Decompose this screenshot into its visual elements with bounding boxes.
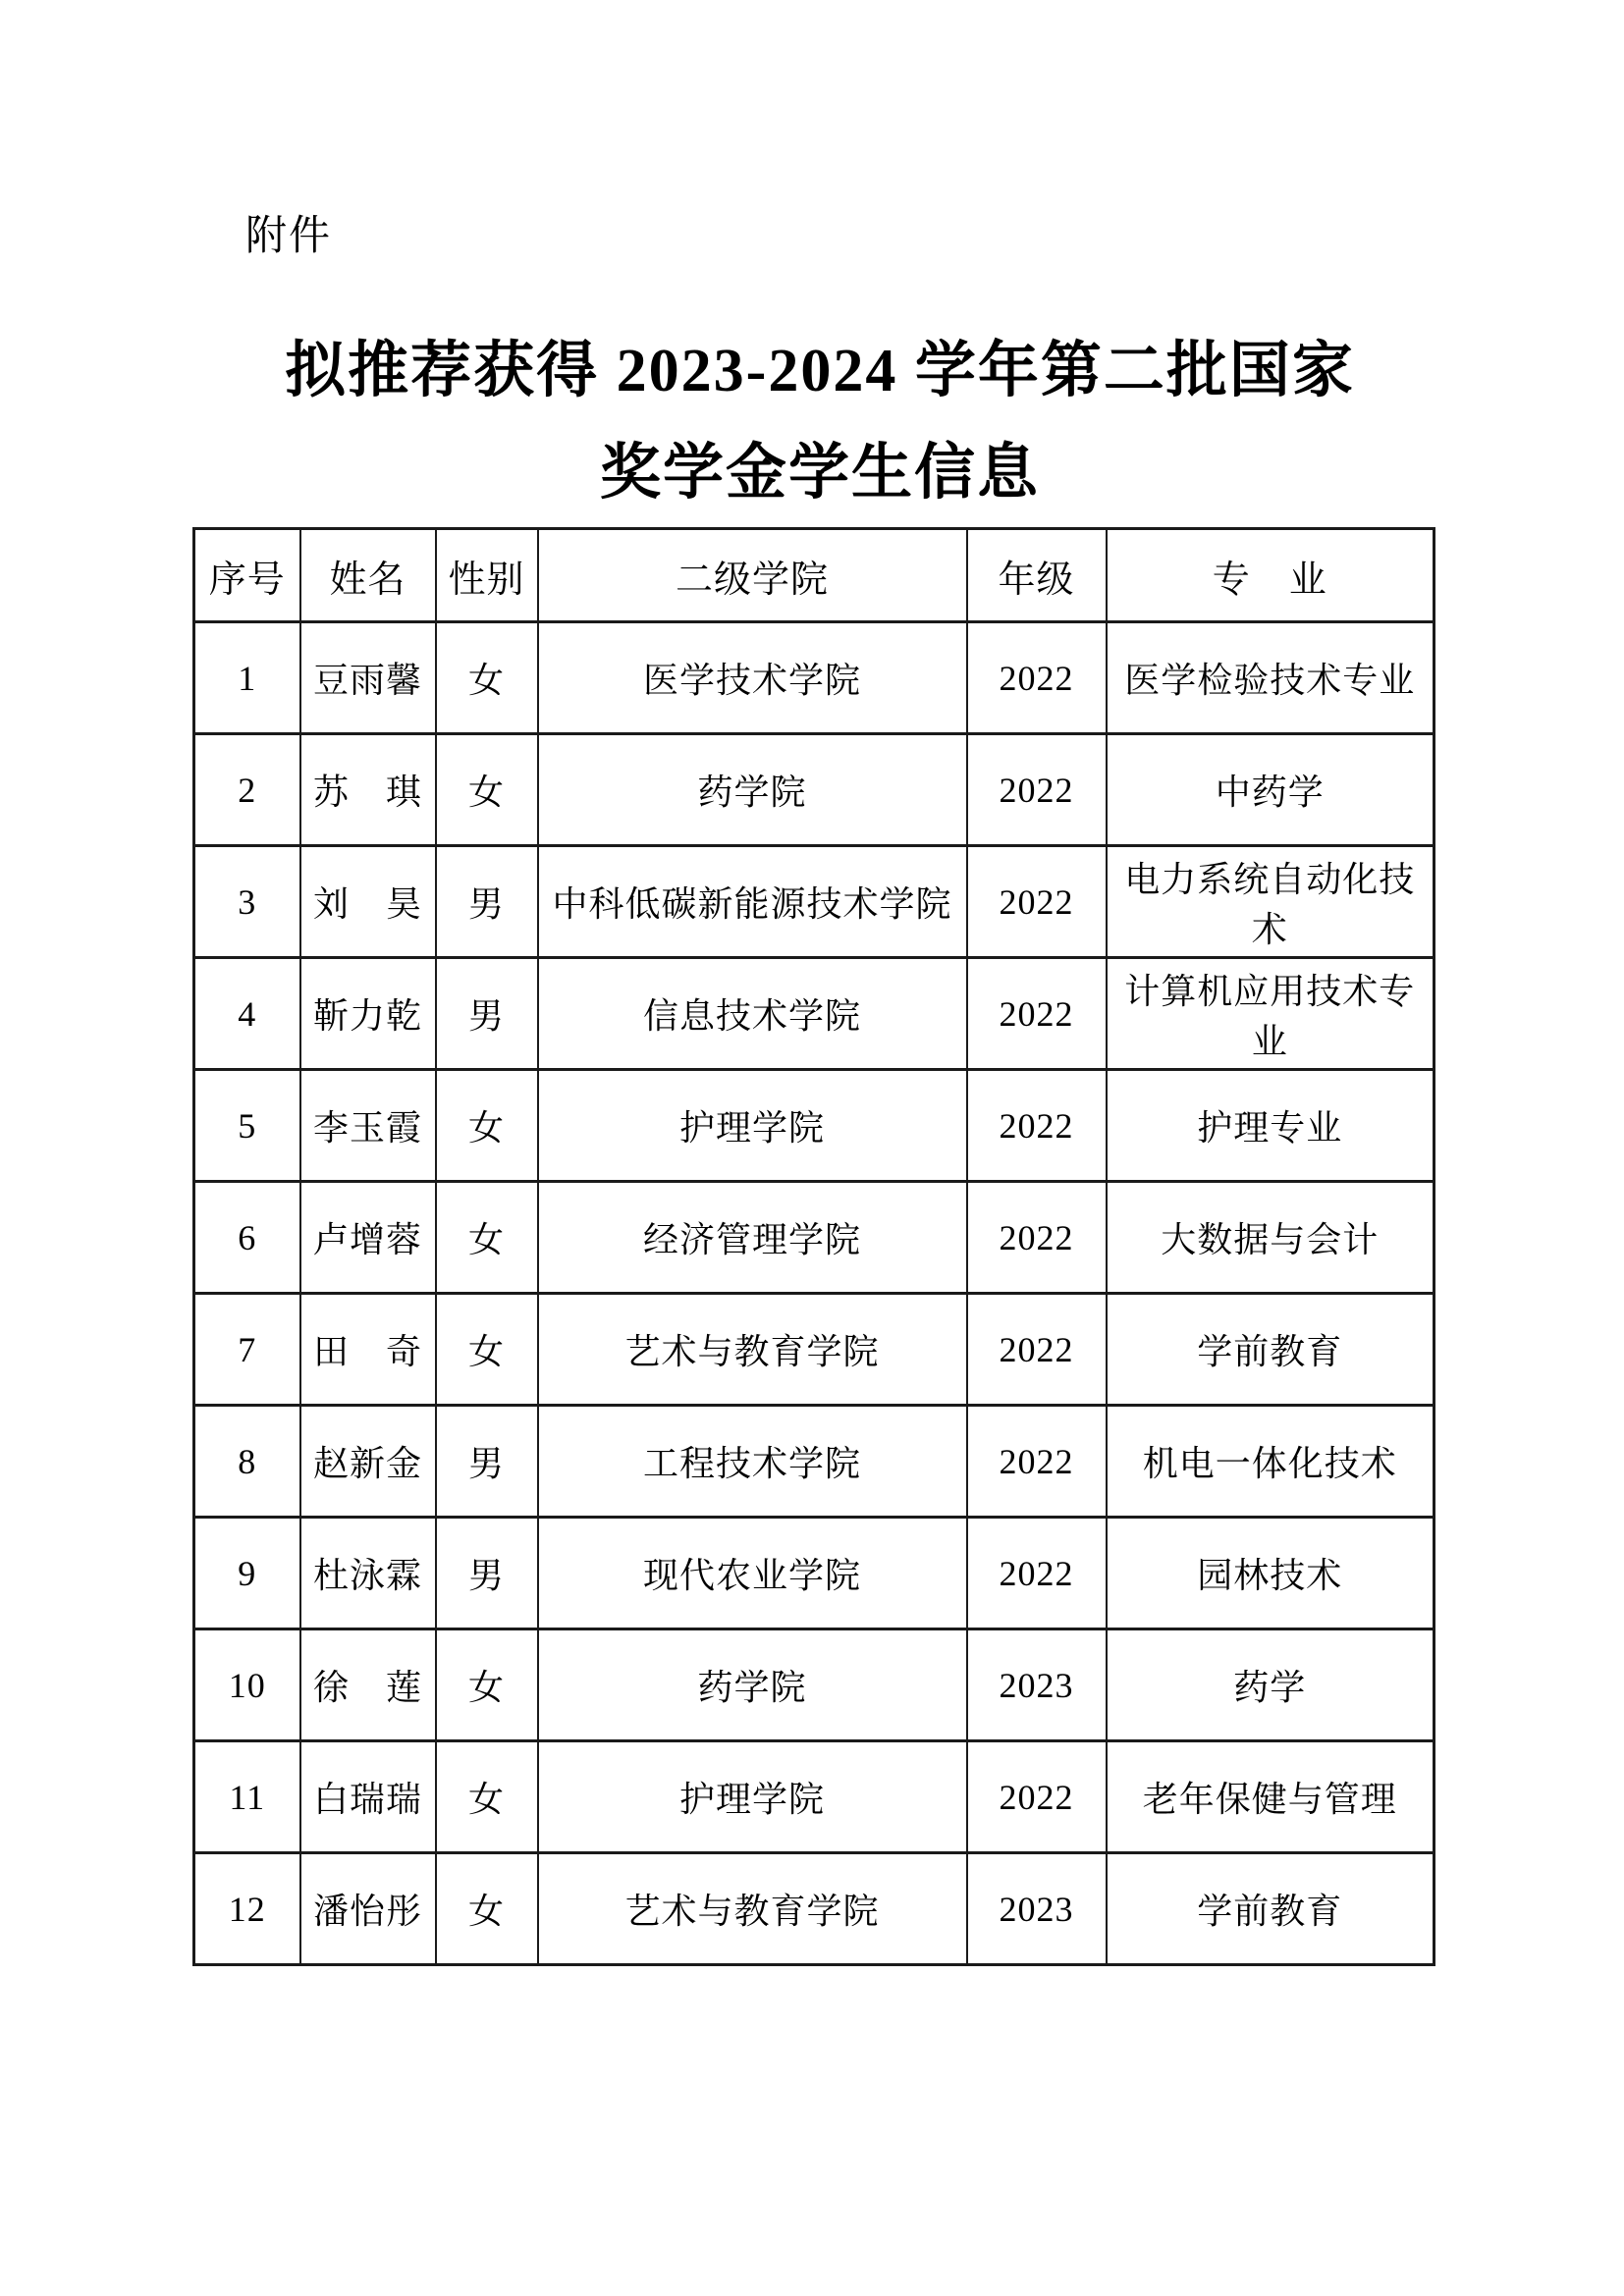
table-row bbox=[194, 1070, 1435, 1182]
cell-index: 2 bbox=[194, 734, 300, 846]
cell-grade: 2022 bbox=[967, 1741, 1107, 1853]
header-cell-index: 序号 bbox=[194, 529, 300, 622]
cell-name: 赵新金 bbox=[300, 1406, 436, 1518]
cell-college: 信息技术学院 bbox=[538, 958, 967, 1070]
cell-index: 7 bbox=[194, 1294, 300, 1406]
cell-gender: 女 bbox=[436, 1070, 538, 1182]
table-row bbox=[194, 1853, 1435, 1965]
table-header-row bbox=[194, 529, 1435, 622]
cell-major: 学前教育 bbox=[1107, 1294, 1435, 1406]
cell-name: 靳力乾 bbox=[300, 958, 436, 1070]
cell-name: 杜泳霖 bbox=[300, 1518, 436, 1629]
cell-college: 中科低碳新能源技术学院 bbox=[538, 846, 967, 958]
cell-college: 药学院 bbox=[538, 1629, 967, 1741]
cell-gender: 女 bbox=[436, 1294, 538, 1406]
cell-gender: 女 bbox=[436, 1741, 538, 1853]
cell-name: 李玉霞 bbox=[300, 1070, 436, 1182]
cell-major: 学前教育 bbox=[1107, 1853, 1435, 1965]
cell-grade: 2022 bbox=[967, 1406, 1107, 1518]
cell-name: 苏 琪 bbox=[300, 734, 436, 846]
cell-name: 田 奇 bbox=[300, 1294, 436, 1406]
cell-college: 药学院 bbox=[538, 734, 967, 846]
cell-college: 现代农业学院 bbox=[538, 1518, 967, 1629]
cell-grade: 2022 bbox=[967, 734, 1107, 846]
cell-major: 药学 bbox=[1107, 1629, 1435, 1741]
cell-index: 10 bbox=[194, 1629, 300, 1741]
cell-index: 11 bbox=[194, 1741, 300, 1853]
cell-gender: 男 bbox=[436, 1518, 538, 1629]
cell-index: 6 bbox=[194, 1182, 300, 1294]
table-row bbox=[194, 958, 1435, 1070]
cell-major: 机电一体化技术 bbox=[1107, 1406, 1435, 1518]
cell-major: 大数据与会计 bbox=[1107, 1182, 1435, 1294]
cell-name: 卢增蓉 bbox=[300, 1182, 436, 1294]
cell-index: 3 bbox=[194, 846, 300, 958]
cell-name: 豆雨馨 bbox=[300, 622, 436, 734]
cell-grade: 2022 bbox=[967, 1518, 1107, 1629]
attachment-label: 附件 bbox=[245, 212, 333, 258]
document-title bbox=[0, 320, 1624, 524]
cell-college: 经济管理学院 bbox=[538, 1182, 967, 1294]
cell-gender: 男 bbox=[436, 958, 538, 1070]
header-cell-grade: 年级 bbox=[967, 529, 1107, 622]
cell-major: 中药学 bbox=[1107, 734, 1435, 846]
table-row bbox=[194, 734, 1435, 846]
cell-college: 艺术与教育学院 bbox=[538, 1294, 967, 1406]
cell-index: 9 bbox=[194, 1518, 300, 1629]
cell-gender: 男 bbox=[436, 846, 538, 958]
cell-grade: 2022 bbox=[967, 958, 1107, 1070]
table-row bbox=[194, 1294, 1435, 1406]
cell-gender: 女 bbox=[436, 734, 538, 846]
cell-college: 工程技术学院 bbox=[538, 1406, 967, 1518]
cell-grade: 2023 bbox=[967, 1853, 1107, 1965]
cell-major: 园林技术 bbox=[1107, 1518, 1435, 1629]
table-row bbox=[194, 1182, 1435, 1294]
cell-index: 4 bbox=[194, 958, 300, 1070]
cell-gender: 男 bbox=[436, 1406, 538, 1518]
title-line-2: 奖学金学生信息 bbox=[599, 440, 1040, 507]
cell-name: 潘怡彤 bbox=[300, 1853, 436, 1965]
cell-major: 医学检验技术专业 bbox=[1107, 622, 1435, 734]
cell-name: 白瑞瑞 bbox=[300, 1741, 436, 1853]
cell-grade: 2022 bbox=[967, 622, 1107, 734]
cell-index: 12 bbox=[194, 1853, 300, 1965]
cell-college: 护理学院 bbox=[538, 1070, 967, 1182]
table-row bbox=[194, 1406, 1435, 1518]
cell-index: 1 bbox=[194, 622, 300, 734]
cell-major: 护理专业 bbox=[1107, 1070, 1435, 1182]
cell-gender: 女 bbox=[436, 1853, 538, 1965]
cell-index: 8 bbox=[194, 1406, 300, 1518]
table-row bbox=[194, 846, 1435, 958]
cell-grade: 2023 bbox=[967, 1629, 1107, 1741]
cell-grade: 2022 bbox=[967, 1070, 1107, 1182]
cell-name: 徐 莲 bbox=[300, 1629, 436, 1741]
cell-grade: 2022 bbox=[967, 1294, 1107, 1406]
cell-gender: 女 bbox=[436, 1182, 538, 1294]
table-row bbox=[194, 1518, 1435, 1629]
cell-gender: 女 bbox=[436, 622, 538, 734]
cell-gender: 女 bbox=[436, 1629, 538, 1741]
header-cell-college: 二级学院 bbox=[538, 529, 967, 622]
table-row bbox=[194, 1629, 1435, 1741]
cell-college: 护理学院 bbox=[538, 1741, 967, 1853]
cell-major: 老年保健与管理 bbox=[1107, 1741, 1435, 1853]
cell-major: 计算机应用技术专业 bbox=[1107, 958, 1435, 1070]
cell-index: 5 bbox=[194, 1070, 300, 1182]
table-row bbox=[194, 622, 1435, 734]
header-cell-gender: 性别 bbox=[436, 529, 538, 622]
cell-grade: 2022 bbox=[967, 846, 1107, 958]
students-table bbox=[192, 527, 1435, 1966]
cell-major: 电力系统自动化技术 bbox=[1107, 846, 1435, 958]
cell-college: 艺术与教育学院 bbox=[538, 1853, 967, 1965]
table-row bbox=[194, 1741, 1435, 1853]
cell-name: 刘 昊 bbox=[300, 846, 436, 958]
cell-grade: 2022 bbox=[967, 1182, 1107, 1294]
header-cell-major: 专 业 bbox=[1107, 529, 1435, 622]
header-cell-name: 姓名 bbox=[300, 529, 436, 622]
title-line-1: 拟推荐获得 2023-2024 学年第二批国家 bbox=[285, 338, 1355, 404]
cell-college: 医学技术学院 bbox=[538, 622, 967, 734]
